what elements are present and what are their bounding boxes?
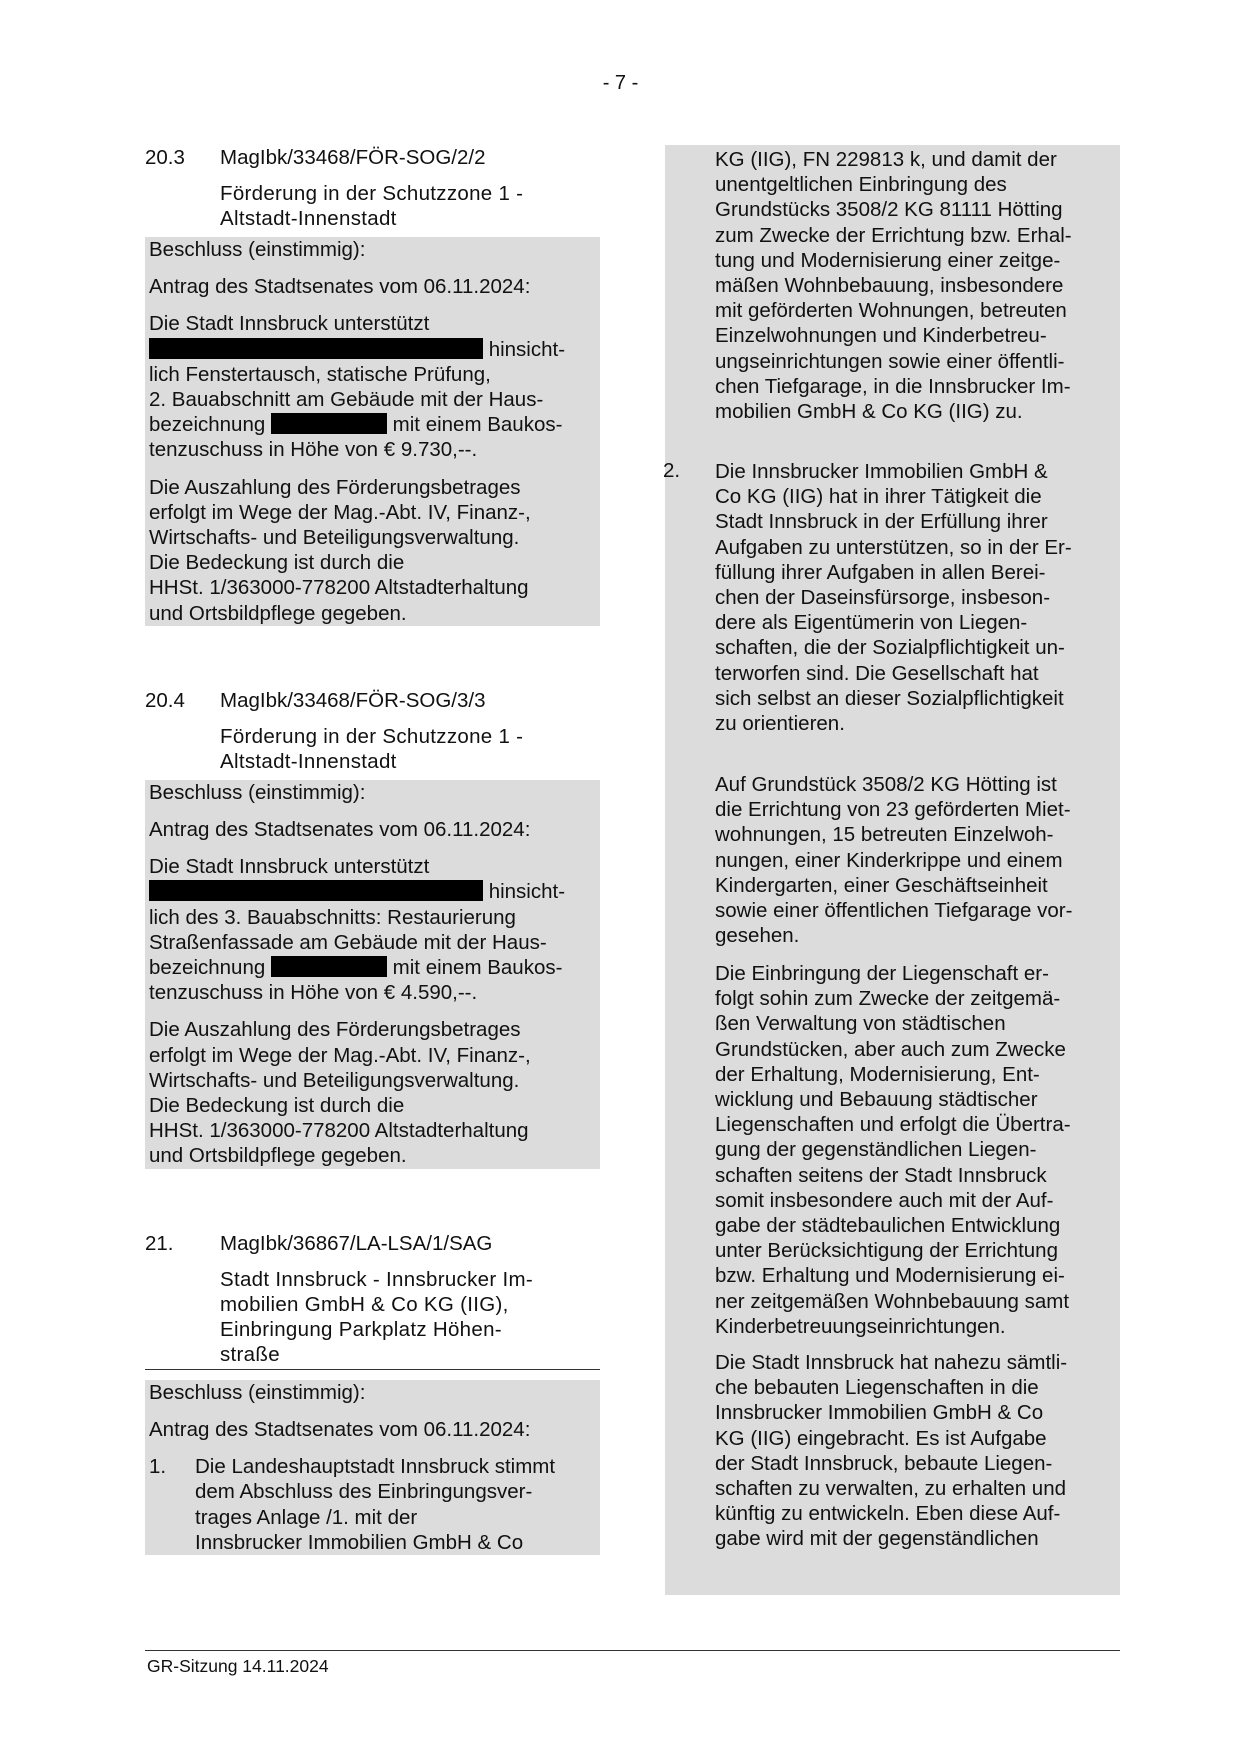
body-line: tung und Modernisierung einer zeitge-	[715, 248, 1061, 272]
body-line: Die Innsbrucker Immobilien GmbH &	[715, 460, 1048, 483]
item-reference: MagIbk/36867/LA-LSA/1/SAG	[220, 1231, 493, 1255]
body-line: der Stadt Innsbruck, bebaute Liegen-	[715, 1451, 1053, 1475]
motion-line: Antrag des Stadtsenates vom 06.11.2024:	[149, 275, 531, 299]
payout-line: Wirtschafts- und Beteiligungsverwaltung.	[149, 1068, 520, 1092]
resolution-label: Beschluss (einstimmig):	[149, 1380, 366, 1404]
body-line: Straßenfassade am Gebäude mit der Haus-	[149, 930, 547, 954]
body-line: terworfen sind. Die Gesellschaft hat	[715, 661, 1039, 685]
body-line: wicklung und Bebauung städtischer	[715, 1088, 1038, 1112]
payout-line: Die Bedeckung ist durch die	[149, 1094, 405, 1118]
left-column	[145, 145, 600, 1555]
body-line: somit insbesondere auch mit der Auf-	[715, 1188, 1054, 1212]
body-line: Kinderbetreuungseinrichtungen.	[715, 1314, 1006, 1338]
continuation-paragraph	[715, 147, 1120, 424]
agenda-item-20-4	[145, 688, 600, 1169]
support-intro: Die Stadt Innsbruck unterstützt	[149, 312, 430, 336]
body-line: Einzelwohnungen und Kinderbetreu-	[715, 324, 1047, 348]
body-line: bzw. Erhaltung und Modernisierung ei-	[715, 1264, 1065, 1288]
footer-text: GR-Sitzung 14.11.2024	[147, 1656, 329, 1676]
body-line: gabe der städtebaulichen Entwicklung	[715, 1214, 1061, 1238]
resolution-block	[145, 237, 600, 626]
body-line: gesehen.	[715, 924, 800, 948]
payout-line: erfolgt im Wege der Mag.-Abt. IV, Finanz-,	[149, 1043, 531, 1067]
body-line: die Errichtung von 23 geförderten Miet-	[715, 798, 1071, 822]
body-line: ungseinrichtungen sowie einer öffentli-	[715, 349, 1065, 373]
title-line: straße	[220, 1342, 280, 1366]
title-line: Altstadt-Innenstadt	[220, 749, 397, 773]
paragraph-transfer-purpose	[715, 961, 1120, 1339]
footer-divider	[145, 1650, 1120, 1651]
body-line: Liegenschaften und erfolgt die Übertra-	[715, 1113, 1071, 1137]
item-reference: MagIbk/33468/FÖR-SOG/3/3	[220, 688, 486, 712]
item-title	[145, 1267, 600, 1370]
redacted-line	[145, 412, 600, 437]
body-line: KG (IIG), FN 229813 k, und damit der	[715, 148, 1057, 171]
text-fragment: hinsicht-	[488, 337, 566, 361]
body-line: lich des 3. Bauabschnitts: Restaurierung	[149, 905, 516, 929]
motion-line: Antrag des Stadtsenates vom 06.11.2024:	[149, 818, 531, 842]
body-line: sowie einer öffentlichen Tiefgarage vor-	[715, 899, 1073, 923]
body-line: KG (IIG) eingebracht. Es ist Aufgabe	[715, 1426, 1047, 1450]
body-line: zu orientieren.	[715, 712, 845, 736]
title-line: Einbringung Parkplatz Höhen-	[220, 1317, 502, 1341]
title-line: Förderung in der Schutzzone 1 -	[220, 724, 524, 748]
text-fragment: bezeichnung	[149, 956, 266, 980]
item-title	[220, 724, 600, 774]
text-fragment: mit einem Baukos-	[392, 956, 563, 980]
payout-line: Wirtschafts- und Beteiligungsverwaltung.	[149, 526, 520, 550]
body-line: Innsbrucker Immobilien GmbH & Co	[715, 1401, 1044, 1425]
body-line: Grundstücks 3508/2 KG 81111 Hötting	[715, 198, 1063, 222]
redaction-bar	[149, 880, 483, 901]
body-line: ner zeitgemäßen Wohnbebauung samt	[715, 1289, 1070, 1313]
payout-line: HHSt. 1/363000-778200 Altstadterhaltung	[149, 1119, 529, 1143]
body-line: Kindergarten, einer Geschäftseinheit	[715, 873, 1048, 897]
redacted-line	[145, 337, 600, 362]
body-line: Innsbrucker Immobilien GmbH & Co	[195, 1530, 524, 1554]
item-title	[220, 181, 600, 231]
payout-line: und Ortsbildpflege gegeben.	[149, 601, 407, 625]
title-line: Altstadt-Innenstadt	[220, 207, 397, 230]
body-line: gung der gegenständlichen Liegen-	[715, 1138, 1037, 1162]
body-line: folgt sohin zum Zwecke der zeitgemä-	[715, 987, 1061, 1011]
redaction-bar	[271, 956, 387, 977]
body-line: künftig zu entwickeln. Eben diese Auf-	[715, 1502, 1061, 1526]
body-line: unter Berücksichtigung der Errichtung	[715, 1239, 1058, 1263]
body-line: chen der Daseinsfürsorge, insbeson-	[715, 586, 1051, 610]
body-line: schaften zu verwalten, zu erhalten und	[715, 1477, 1066, 1501]
body-line: gabe wird mit der gegenständlichen	[715, 1527, 1039, 1551]
paragraph-city-properties	[715, 1350, 1120, 1552]
resolution-label: Beschluss (einstimmig):	[149, 780, 366, 804]
text-fragment: bezeichnung	[149, 413, 266, 437]
body-line: füllung ihrer Aufgaben in allen Berei-	[715, 560, 1046, 584]
body-line: trages Anlage /1. mit der	[195, 1505, 418, 1529]
body-line: der Erhaltung, Modernisierung, Ent-	[715, 1062, 1040, 1086]
agenda-item-21	[145, 1231, 600, 1555]
agenda-item-20-3	[145, 145, 600, 626]
body-line: unentgeltlichen Einbringung des	[715, 173, 1007, 197]
redacted-line	[145, 955, 600, 980]
body-line: wohnungen, 15 betreuten Einzelwoh-	[715, 823, 1054, 847]
body-line: Grundstücken, aber auch zum Zwecke	[715, 1037, 1066, 1061]
body-line: sich selbst an dieser Sozialpflichtigkeit	[715, 686, 1064, 710]
body-line: mit geförderten Wohnungen, betreuten	[715, 299, 1067, 323]
point-number: 1.	[149, 1455, 167, 1479]
body-line: dere als Eigentümerin von Liegen-	[715, 611, 1028, 635]
body-line: schaften seitens der Stadt Innsbruck	[715, 1163, 1047, 1187]
body-line: mäßen Wohnbebauung, insbesondere	[715, 274, 1064, 298]
body-line: zum Zwecke der Errichtung bzw. Erhal-	[715, 223, 1072, 247]
body-line: Die Landeshauptstadt Innsbruck stimmt	[195, 1455, 556, 1479]
page-number: - 7 -	[602, 72, 639, 94]
numbered-point-2	[715, 459, 1120, 736]
body-line: ßen Verwaltung von städtischen	[715, 1012, 1006, 1036]
amount-line: tenzuschuss in Höhe von € 4.590,--.	[149, 981, 478, 1005]
payout-line: Die Bedeckung ist durch die	[149, 551, 405, 575]
resolution-block	[145, 1380, 600, 1555]
item-number: 20.4	[145, 688, 185, 712]
body-line: Die Stadt Innsbruck hat nahezu sämtli-	[715, 1351, 1068, 1374]
body-line: Auf Grundstück 3508/2 KG Hötting ist	[715, 773, 1057, 796]
resolution-block	[145, 780, 600, 1169]
body-line: nungen, einer Kinderkrippe und einem	[715, 848, 1063, 872]
body-line: 2. Bauabschnitt am Gebäude mit der Haus-	[149, 388, 544, 412]
body-line: Stadt Innsbruck in der Erfüllung ihrer	[715, 510, 1048, 534]
body-line: mobilien GmbH & Co KG (IIG) zu.	[715, 400, 1023, 424]
body-line: Die Einbringung der Liegenschaft er-	[715, 962, 1049, 985]
body-line: lich Fenstertausch, statische Prüfung,	[149, 362, 491, 386]
numbered-point-1	[145, 1454, 600, 1555]
point-number: 2.	[663, 459, 681, 482]
amount-line: tenzuschuss in Höhe von € 9.730,--.	[149, 438, 478, 462]
resolution-label: Beschluss (einstimmig):	[149, 238, 366, 261]
body-line: chen Tiefgarage, in die Innsbrucker Im-	[715, 374, 1071, 398]
support-intro: Die Stadt Innsbruck unterstützt	[149, 855, 430, 879]
redacted-line	[145, 879, 600, 904]
body-line: che bebauten Liegenschaften in die	[715, 1376, 1039, 1400]
redaction-bar	[271, 413, 387, 434]
text-fragment: hinsicht-	[488, 880, 566, 904]
redaction-bar	[149, 338, 483, 359]
body-line: dem Abschluss des Einbringungsver-	[195, 1480, 533, 1504]
payout-line: erfolgt im Wege der Mag.-Abt. IV, Finanz-,	[149, 500, 531, 524]
payout-line: und Ortsbildpflege gegeben.	[149, 1144, 407, 1168]
payout-line: HHSt. 1/363000-778200 Altstadterhaltung	[149, 576, 529, 600]
title-line: Stadt Innsbruck - Innsbrucker Im-	[220, 1267, 533, 1291]
text-fragment: mit einem Baukos-	[392, 413, 563, 437]
payout-line: Die Auszahlung des Förderungsbetrages	[149, 1018, 521, 1042]
title-line: mobilien GmbH & Co KG (IIG),	[220, 1292, 509, 1316]
body-line: Co KG (IIG) hat in ihrer Tätigkeit die	[715, 485, 1042, 509]
body-line: schaften, die der Sozialpflichtigkeit un-	[715, 636, 1065, 660]
item-reference: MagIbk/33468/FÖR-SOG/2/2	[220, 146, 486, 169]
item-number: 21.	[145, 1231, 174, 1255]
body-line: Aufgaben zu unterstützen, so in der Er-	[715, 535, 1072, 559]
motion-line: Antrag des Stadtsenates vom 06.11.2024:	[149, 1417, 531, 1441]
paragraph-building-plans	[715, 772, 1120, 948]
payout-line: Die Auszahlung des Förderungsbetrages	[149, 475, 521, 499]
title-line: Förderung in der Schutzzone 1 -	[220, 182, 524, 205]
item-number: 20.3	[145, 146, 185, 169]
